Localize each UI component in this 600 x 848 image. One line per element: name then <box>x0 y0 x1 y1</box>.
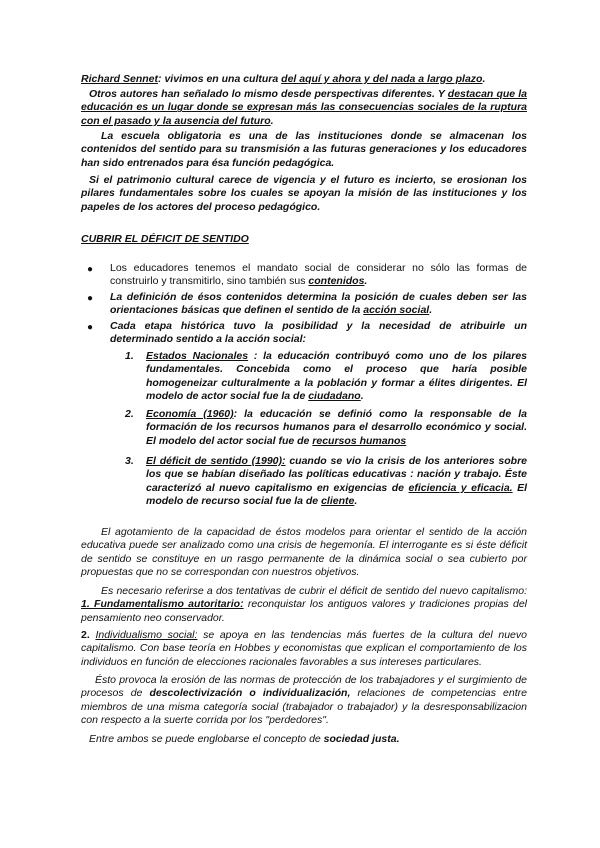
bullet-item-1: Los educadores tenemos el mandato social de considerar no sólo las formas de construirlo y transmitirlo, sino también sus contenidos. <box>110 262 527 288</box>
bullet-dot-icon: ● <box>87 322 94 333</box>
closing-paragraph-2: Es necesario referirse a dos tentativas de cubrir el déficit de sentido del nuevo capitalismo: 1. Fundamentalismo autoritario: reconquistar los antiguos valores y tradiciones propias del pensamiento neo conservador. <box>81 585 527 624</box>
bullet-item-3: Cada etapa histórica tuvo la posibilidad y la necesidad de atribuirle un determinado sentido a la acción social: <box>110 320 527 346</box>
intro-paragraph-4: Si el patrimonio cultural carece de vigencia y el futuro es incierto, se erosionan los pilares fundamentales sobre los cuales se apoyan la misión de las instituciones y los papeles de los actores del proceso pedagógico. <box>81 174 527 213</box>
closing-paragraph-5: Entre ambos se puede englobarse el concepto de sociedad justa. <box>89 733 400 745</box>
intro-paragraph-1: Richard Sennet: vivimos en una cultura del aquí y ahora y del nada a largo plazo. <box>81 73 486 85</box>
closing-paragraph-3: 2. Individualismo social: se apoya en las tendencias más fuertes de la cultura del nuevo capitalismo. Con base teoría en Hobbes y economistas que explican el comportamiento de los individuos en función de elecciones racionales favorables a sus intereses particulares. <box>81 629 527 668</box>
section-heading: CUBRIR EL DÉFICIT DE SENTIDO <box>81 233 249 245</box>
intro-paragraph-3: La escuela obligatoria es una de las instituciones donde se almacenan los contenidos del sentido para su transmisión a las futuras generaciones y los educadores han sido entrenados para ésa función pedagógica. <box>81 130 527 169</box>
stage-number: 3. <box>125 455 134 467</box>
intro-paragraph-2: Otros autores han señalado lo mismo desde perspectivas diferentes. Y destacan que la educación es un lugar donde se expresan más las consecuencias sociales de la ruptura con el pasado y la ausencia del futuro. <box>81 88 527 127</box>
stage-item-3: El déficit de sentido (1990): cuando se vio la crisis de los anteriores sobre los que se habían diseñado las políticas educativas : nación y trabajo. Éste caracterizó al nuevo capitalismo en exigencias de eficiencia y eficacia. El modelo de recurso social fue la de cliente. <box>146 455 527 508</box>
bullet-item-2: La definición de ésos contenidos determina la posición de cuales deben ser las orientaciones básicas que definen el sentido de la acción social. <box>110 291 527 317</box>
stage-item-2: Economía (1960): la educación se definió como la responsable de la formación de los recursos humanos para el desarrollo económico y social. El modelo del actor social fue de recursos humanos <box>146 408 527 447</box>
stage-item-1: Estados Nacionales : la educación contribuyó como uno de los pilares fundamentales. Concebida como el proceso que haría posible homogeneizar culturalmente a la población y formar a élites dirigentes. El modelo de actor social fue la de ciudadano. <box>146 350 527 403</box>
closing-paragraph-1: El agotamiento de la capacidad de éstos modelos para orientar el sentido de la acción educativa puede ser analizado como una crisis de hegemonía. El interrogante es si éste déficit de sentido se constituye en un rasgo permanente de la dinámica social o sea cubierto por propuestas que no se correspondan con nuestros objetivos. <box>81 526 527 579</box>
author-name: Richard Sennet <box>81 73 159 85</box>
bullet-dot-icon: ● <box>87 264 94 275</box>
stage-number: 2. <box>125 408 134 420</box>
closing-paragraph-4: Ésto provoca la erosión de las normas de protección de los trabajadores y el surgimiento de procesos de descolectivización o individualización, relaciones de competencias entre miembros de una misma categoría social (trabajador o trabajador) y la desresponsabilizacion con respecto a la suerte corrida por los "perdedores". <box>81 674 527 727</box>
stage-number: 1. <box>125 350 134 362</box>
bullet-dot-icon: ● <box>87 293 94 304</box>
